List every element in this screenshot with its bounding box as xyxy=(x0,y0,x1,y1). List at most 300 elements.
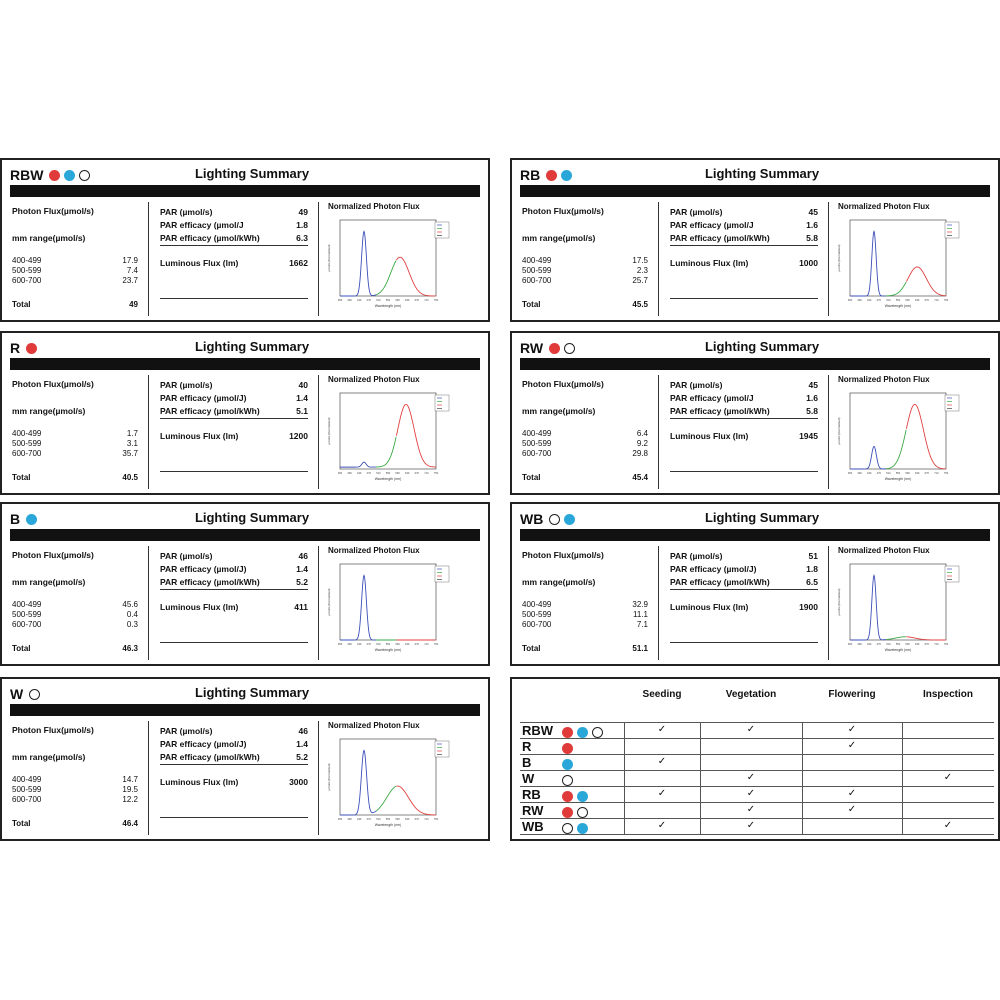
range-label: mm range(µmol/s) xyxy=(12,233,86,243)
range-value: 17.9 xyxy=(122,256,138,265)
section-rule xyxy=(160,642,308,643)
chart-x-tick-label: 390 xyxy=(347,472,352,475)
range-band: 600-700 xyxy=(12,276,42,285)
check-mark-icon: ✓ xyxy=(847,724,857,735)
check-mark-icon: ✓ xyxy=(847,740,857,751)
chart-x-tick-label: 670 xyxy=(414,818,419,821)
white-led-dot-icon xyxy=(562,775,573,786)
chart-plot-frame xyxy=(850,393,946,469)
par-value: 6.3 xyxy=(296,233,308,243)
photon-flux-section xyxy=(12,550,138,653)
row-label-rw: RW xyxy=(522,803,544,818)
par-label: PAR efficacy (µmol/J) xyxy=(670,564,757,574)
chart-plot-frame xyxy=(850,220,946,296)
par-section xyxy=(160,725,308,789)
red-led-dot-icon xyxy=(562,791,573,802)
led-config-code: RB xyxy=(520,167,541,183)
chart-x-axis-label: Wavelength (nm) xyxy=(374,648,402,652)
card-title: Lighting Summary xyxy=(194,685,310,700)
chart-x-tick-label: 590 xyxy=(905,472,910,475)
header-divider-bar xyxy=(10,185,480,197)
luminous-flux-label: Luminous Flux (lm) xyxy=(160,258,239,268)
chart-plot-frame xyxy=(340,220,436,296)
white-led-dot-icon xyxy=(562,823,573,834)
par-label: PAR efficacy (µmol/J) xyxy=(160,564,247,574)
range-value: 3.1 xyxy=(126,439,138,448)
chart-x-tick-label: 710 xyxy=(424,818,429,821)
luminous-flux-value: 3000 xyxy=(289,777,308,787)
luminous-flux-row xyxy=(160,776,308,789)
card-title: Lighting Summary xyxy=(704,166,820,181)
luminous-flux-row xyxy=(160,430,308,443)
chart-x-tick-label: 710 xyxy=(934,643,939,646)
par-value: 1.4 xyxy=(296,564,308,574)
par-label: PAR efficacy (µmol/kWh) xyxy=(670,233,770,243)
column-header-vegetation: Vegetation xyxy=(725,689,777,700)
row-label-r: R xyxy=(522,739,532,754)
chart-x-tick-label: 510 xyxy=(376,643,381,646)
red-led-dot-icon xyxy=(562,727,573,738)
total-label: Total xyxy=(522,300,541,309)
chart-y-axis-label: µmol/s (Normalized) xyxy=(327,417,331,445)
range-list xyxy=(12,775,138,805)
par-row xyxy=(670,576,818,589)
range-value: 11.1 xyxy=(633,610,648,619)
range-row xyxy=(12,449,138,459)
lighting-summary-card-rw xyxy=(510,331,1000,495)
par-value: 1.6 xyxy=(806,393,818,403)
chart-x-tick-label: 630 xyxy=(405,643,410,646)
total-label: Total xyxy=(522,473,541,482)
card-title: Lighting Summary xyxy=(194,339,310,354)
range-band: 500-599 xyxy=(12,439,42,448)
par-value: 6.5 xyxy=(806,577,818,587)
range-band: 400-499 xyxy=(12,429,42,438)
chart-x-tick-label: 630 xyxy=(405,299,410,302)
column-divider xyxy=(318,375,319,489)
header-divider-bar xyxy=(520,358,990,370)
chart-y-axis-label: µmol/s (Normalized) xyxy=(327,588,331,616)
total-row xyxy=(12,300,138,309)
chart-y-axis-label: µmol/s (Normalized) xyxy=(327,763,331,791)
chart-x-tick-label: 470 xyxy=(366,472,371,475)
par-label: PAR efficacy (µmol/kWh) xyxy=(160,233,260,243)
column-divider xyxy=(828,546,829,660)
table-rule xyxy=(520,770,994,771)
chart-x-tick-label: 430 xyxy=(357,299,362,302)
led-config-code: RBW xyxy=(10,167,44,183)
chart-x-tick-label: 430 xyxy=(357,818,362,821)
section-rule xyxy=(160,245,308,246)
header-divider-bar xyxy=(520,529,990,541)
range-list xyxy=(522,600,648,630)
chart-x-tick-label: 510 xyxy=(886,643,891,646)
column-divider xyxy=(658,202,659,316)
par-section xyxy=(670,206,818,270)
chart-x-tick-label: 470 xyxy=(876,643,881,646)
range-row xyxy=(12,439,138,449)
photon-flux-label: Photon Flux(µmol/s) xyxy=(522,550,604,560)
card-header xyxy=(10,508,41,530)
chart-x-tick-label: 390 xyxy=(347,299,352,302)
chart-x-tick-label: 710 xyxy=(424,472,429,475)
range-band: 600-700 xyxy=(522,449,552,458)
table-rule xyxy=(520,834,994,835)
par-value: 5.2 xyxy=(296,752,308,762)
chart-x-tick-label: 630 xyxy=(915,299,920,302)
range-band: 600-700 xyxy=(12,620,42,629)
total-label: Total xyxy=(12,473,31,482)
white-led-dot-icon xyxy=(79,170,90,181)
total-value: 45.4 xyxy=(632,473,648,482)
photon-flux-label: Photon Flux(µmol/s) xyxy=(12,379,94,389)
par-row xyxy=(670,379,818,392)
chart-x-tick-label: 390 xyxy=(857,299,862,302)
column-divider xyxy=(658,375,659,489)
chart-x-axis-label: Wavelength (nm) xyxy=(374,304,402,308)
row-led-dots xyxy=(562,821,592,839)
range-list xyxy=(522,429,648,459)
chart-x-tick-label: 430 xyxy=(867,299,872,302)
luminous-flux-label: Luminous Flux (lm) xyxy=(670,258,749,268)
range-label: mm range(µmol/s) xyxy=(12,577,86,587)
chart-x-tick-label: 550 xyxy=(385,818,391,821)
column-divider xyxy=(658,546,659,660)
chart-x-tick-label: 470 xyxy=(876,472,881,475)
chart-x-tick-label: 350 xyxy=(847,299,853,302)
luminous-flux-label: Luminous Flux (lm) xyxy=(160,431,239,441)
chart-plot-frame xyxy=(340,739,436,815)
table-rule xyxy=(520,818,994,819)
chart-x-tick-label: 350 xyxy=(337,299,343,302)
white-led-dot-icon xyxy=(577,807,588,818)
chart-x-tick-label: 710 xyxy=(934,299,939,302)
luminous-flux-row xyxy=(160,601,308,614)
card-title: Lighting Summary xyxy=(704,339,820,354)
chart-x-tick-label: 550 xyxy=(895,643,901,646)
section-rule xyxy=(670,418,818,419)
range-value: 12.2 xyxy=(122,795,138,804)
chart-x-axis-label: Wavelength (nm) xyxy=(374,477,402,481)
section-rule xyxy=(160,471,308,472)
photon-flux-label: Photon Flux(µmol/s) xyxy=(12,550,94,560)
normalized-photon-flux-chart xyxy=(324,558,452,654)
chart-x-tick-label: 670 xyxy=(924,643,929,646)
chart-x-tick-label: 390 xyxy=(347,818,352,821)
range-band: 400-499 xyxy=(12,600,42,609)
par-label: PAR efficacy (µmol/kWh) xyxy=(160,577,260,587)
chart-x-tick-label: 350 xyxy=(847,472,853,475)
chart-x-tick-label: 590 xyxy=(395,643,400,646)
column-divider xyxy=(318,721,319,835)
chart-x-tick-label: 430 xyxy=(357,472,362,475)
par-row xyxy=(160,751,308,764)
luminous-flux-row xyxy=(160,257,308,270)
par-value: 45 xyxy=(808,207,818,217)
range-row xyxy=(522,600,648,610)
total-row xyxy=(522,644,648,653)
chart-y-axis-label: µmol/s (Normalized) xyxy=(837,588,841,616)
total-label: Total xyxy=(12,819,31,828)
range-row xyxy=(522,449,648,459)
range-band: 600-700 xyxy=(522,276,552,285)
range-value: 32.9 xyxy=(632,600,648,609)
par-label: PAR efficacy (µmol/J) xyxy=(160,739,247,749)
card-title: Lighting Summary xyxy=(704,510,820,525)
application-usage-table xyxy=(510,677,1000,841)
range-band: 400-499 xyxy=(522,429,552,438)
photon-flux-label: Photon Flux(µmol/s) xyxy=(12,206,94,216)
red-led-dot-icon xyxy=(562,743,573,754)
range-label: mm range(µmol/s) xyxy=(12,752,86,762)
total-value: 46.3 xyxy=(122,644,138,653)
chart-x-tick-label: 470 xyxy=(366,818,371,821)
total-row xyxy=(522,473,648,482)
par-section xyxy=(160,206,308,270)
par-row xyxy=(670,563,818,576)
normalized-photon-flux-chart xyxy=(324,387,452,483)
chart-title: Normalized Photon Flux xyxy=(328,202,420,211)
lighting-summary-card-w xyxy=(0,677,490,841)
range-band: 400-499 xyxy=(12,775,42,784)
section-rule xyxy=(160,764,308,765)
total-row xyxy=(522,300,648,309)
range-value: 9.2 xyxy=(636,439,648,448)
par-label: PAR efficacy (µmol/J xyxy=(160,220,244,230)
par-row xyxy=(160,725,308,738)
lighting-summary-card-r xyxy=(0,331,490,495)
total-value: 46.4 xyxy=(122,819,138,828)
chart-x-tick-label: 750 xyxy=(433,818,439,821)
par-value: 51 xyxy=(808,551,818,561)
section-rule xyxy=(670,245,818,246)
range-band: 500-599 xyxy=(522,610,552,619)
header-divider-bar xyxy=(10,704,480,716)
range-band: 400-499 xyxy=(12,256,42,265)
par-value: 46 xyxy=(298,551,308,561)
chart-x-tick-label: 750 xyxy=(943,643,949,646)
par-label: PAR (µmol/s) xyxy=(670,380,723,390)
range-value: 2.3 xyxy=(636,266,648,275)
chart-x-tick-label: 710 xyxy=(424,643,429,646)
chart-x-tick-label: 630 xyxy=(405,818,410,821)
check-mark-icon: ✓ xyxy=(657,724,667,735)
total-row xyxy=(12,644,138,653)
white-led-dot-icon xyxy=(549,514,560,525)
luminous-flux-value: 1200 xyxy=(289,431,308,441)
blue-led-dot-icon xyxy=(26,514,37,525)
chart-x-tick-label: 510 xyxy=(886,472,891,475)
table-rule xyxy=(520,802,994,803)
par-row xyxy=(670,232,818,245)
range-value: 17.5 xyxy=(632,256,648,265)
chart-x-tick-label: 550 xyxy=(385,643,391,646)
column-divider xyxy=(318,546,319,660)
row-label-rb: RB xyxy=(522,787,541,802)
chart-x-tick-label: 430 xyxy=(867,472,872,475)
card-header xyxy=(10,337,41,359)
chart-x-tick-label: 350 xyxy=(337,643,343,646)
normalized-photon-flux-chart xyxy=(324,733,452,829)
range-band: 500-599 xyxy=(12,785,42,794)
chart-x-axis-label: Wavelength (nm) xyxy=(884,304,912,308)
par-value: 46 xyxy=(298,726,308,736)
table-rule xyxy=(520,786,994,787)
row-label-b: B xyxy=(522,755,532,770)
par-row xyxy=(670,206,818,219)
photon-flux-section xyxy=(12,725,138,828)
luminous-flux-label: Luminous Flux (lm) xyxy=(160,777,239,787)
luminous-flux-row xyxy=(670,601,818,614)
range-row xyxy=(522,439,648,449)
par-row xyxy=(160,232,308,245)
chart-y-axis-label: µmol/s (Normalized) xyxy=(327,244,331,272)
table-rule xyxy=(520,722,994,723)
range-row xyxy=(12,429,138,439)
par-value: 40 xyxy=(298,380,308,390)
par-row xyxy=(160,550,308,563)
normalized-photon-flux-chart xyxy=(834,214,962,310)
chart-x-tick-label: 350 xyxy=(847,643,853,646)
chart-x-tick-label: 550 xyxy=(385,472,391,475)
chart-plot-frame xyxy=(340,564,436,640)
par-section xyxy=(160,550,308,614)
chart-x-tick-label: 390 xyxy=(857,643,862,646)
white-led-dot-icon xyxy=(29,689,40,700)
photon-flux-section xyxy=(522,379,648,482)
par-row xyxy=(160,563,308,576)
chart-x-tick-label: 590 xyxy=(905,299,910,302)
par-value: 5.2 xyxy=(296,577,308,587)
range-band: 400-499 xyxy=(522,600,552,609)
luminous-flux-value: 1900 xyxy=(799,602,818,612)
range-value: 7.4 xyxy=(126,266,138,275)
photon-flux-section xyxy=(522,206,648,309)
check-mark-icon: ✓ xyxy=(746,772,756,783)
par-value: 1.4 xyxy=(296,739,308,749)
range-value: 45.6 xyxy=(122,600,138,609)
chart-plot-frame xyxy=(850,564,946,640)
red-led-dot-icon xyxy=(49,170,60,181)
chart-x-tick-label: 510 xyxy=(376,472,381,475)
led-config-code: RW xyxy=(520,340,544,356)
range-list xyxy=(12,600,138,630)
range-band: 500-599 xyxy=(12,266,42,275)
section-rule xyxy=(670,589,818,590)
chart-x-tick-label: 470 xyxy=(876,299,881,302)
par-row xyxy=(160,219,308,232)
lighting-summary-card-rb xyxy=(510,158,1000,322)
range-row xyxy=(12,610,138,620)
header-divider-bar xyxy=(10,358,480,370)
row-label-wb: WB xyxy=(522,819,544,834)
range-band: 500-599 xyxy=(522,266,552,275)
par-value: 49 xyxy=(298,207,308,217)
range-row xyxy=(12,620,138,630)
par-label: PAR (µmol/s) xyxy=(160,207,213,217)
luminous-flux-value: 1000 xyxy=(799,258,818,268)
photon-flux-section xyxy=(12,206,138,309)
chart-x-tick-label: 750 xyxy=(943,299,949,302)
header-divider-bar xyxy=(10,529,480,541)
blue-led-dot-icon xyxy=(577,791,588,802)
section-rule xyxy=(160,589,308,590)
column-divider xyxy=(828,202,829,316)
range-band: 600-700 xyxy=(12,449,42,458)
chart-x-tick-label: 750 xyxy=(433,643,439,646)
chart-x-tick-label: 510 xyxy=(886,299,891,302)
luminous-flux-row xyxy=(670,430,818,443)
table-rule xyxy=(520,754,994,755)
range-label: mm range(µmol/s) xyxy=(12,406,86,416)
chart-x-tick-label: 590 xyxy=(905,643,910,646)
column-divider xyxy=(828,375,829,489)
par-section xyxy=(670,379,818,443)
par-label: PAR (µmol/s) xyxy=(670,551,723,561)
range-row xyxy=(12,266,138,276)
chart-x-tick-label: 550 xyxy=(895,299,901,302)
par-row xyxy=(670,219,818,232)
par-value: 1.6 xyxy=(806,220,818,230)
range-value: 35.7 xyxy=(122,449,138,458)
par-value: 5.1 xyxy=(296,406,308,416)
card-title: Lighting Summary xyxy=(194,510,310,525)
range-row xyxy=(12,256,138,266)
section-rule xyxy=(160,817,308,818)
chart-y-axis-label: µmol/s (Normalized) xyxy=(837,244,841,272)
luminous-flux-value: 411 xyxy=(294,602,308,612)
chart-x-tick-label: 470 xyxy=(366,643,371,646)
chart-x-tick-label: 550 xyxy=(895,472,901,475)
range-row xyxy=(522,610,648,620)
range-band: 500-599 xyxy=(12,610,42,619)
check-mark-icon: ✓ xyxy=(943,820,953,831)
chart-x-tick-label: 750 xyxy=(943,472,949,475)
check-mark-icon: ✓ xyxy=(943,772,953,783)
chart-x-tick-label: 670 xyxy=(414,472,419,475)
chart-title: Normalized Photon Flux xyxy=(838,375,930,384)
chart-title: Normalized Photon Flux xyxy=(838,202,930,211)
total-value: 49 xyxy=(129,300,138,309)
luminous-flux-label: Luminous Flux (lm) xyxy=(160,602,239,612)
range-band: 400-499 xyxy=(522,256,552,265)
luminous-flux-value: 1945 xyxy=(799,431,818,441)
chart-x-tick-label: 390 xyxy=(857,472,862,475)
par-value: 1.8 xyxy=(296,220,308,230)
card-header xyxy=(520,337,579,359)
par-row xyxy=(670,550,818,563)
led-config-code: R xyxy=(10,340,21,356)
range-row xyxy=(12,785,138,795)
white-led-dot-icon xyxy=(564,343,575,354)
column-divider xyxy=(148,202,149,316)
column-divider xyxy=(148,546,149,660)
photon-flux-label: Photon Flux(µmol/s) xyxy=(522,206,604,216)
total-value: 51.1 xyxy=(632,644,648,653)
range-value: 0.3 xyxy=(126,620,138,629)
chart-x-axis-label: Wavelength (nm) xyxy=(884,648,912,652)
par-label: PAR efficacy (µmol/J xyxy=(670,220,754,230)
par-row xyxy=(670,405,818,418)
column-header-seeding: Seeding xyxy=(642,689,682,700)
chart-x-tick-label: 750 xyxy=(433,472,439,475)
range-value: 19.5 xyxy=(122,785,138,794)
blue-led-dot-icon xyxy=(577,727,588,738)
chart-x-tick-label: 590 xyxy=(395,299,400,302)
range-row xyxy=(522,256,648,266)
chart-y-axis-label: µmol/s (Normalized) xyxy=(837,417,841,445)
par-label: PAR efficacy (µmol/J xyxy=(670,393,754,403)
